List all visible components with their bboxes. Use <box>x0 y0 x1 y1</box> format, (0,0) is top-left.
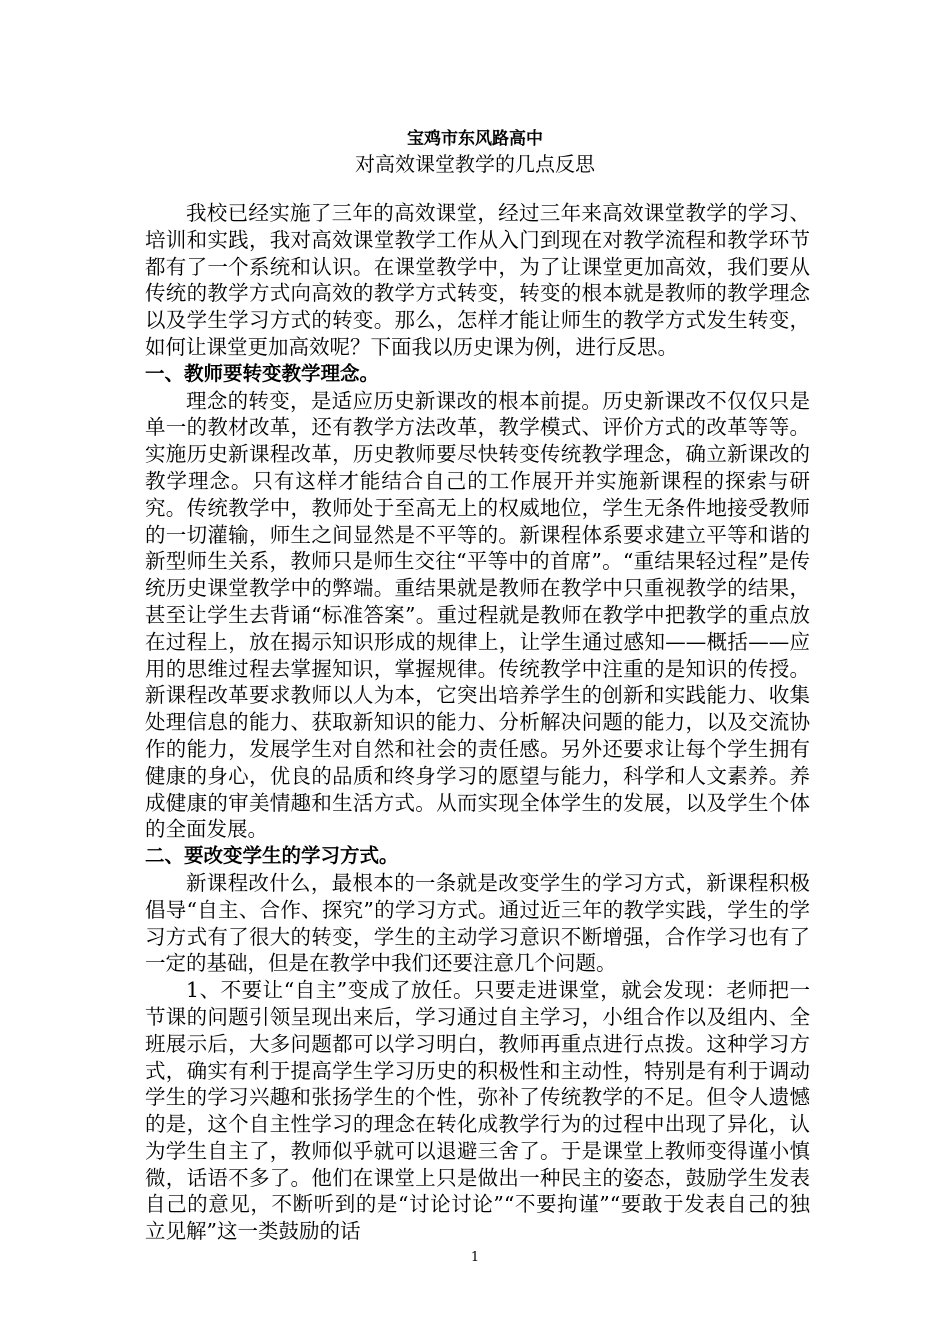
section-2-heading: 二、要改变学生的学习方式。 <box>145 844 399 868</box>
school-name: 宝鸡市东风路高中 <box>407 129 543 149</box>
document-body <box>145 200 810 1245</box>
point-1-paragraph: 1、不要让“自主”变成了放任。只要走进课堂，就会发现：老师把一节课的问题引领呈现出来后，学习通过自主学习，小组合作以及组内、全班展示后，大多问题都可以学习明白，教师再重点进行点拨。这种学习方式，确实有利于提高学生学习历史的积极性和主动性，特别是有利于调动学生的学习兴趣和张扬学生的个性，弥补了传统教学的不足。但令人遗憾的是，这个自主性学习的理念在转化成教学行为的过程中出现了异化，认为学生自主了，教师似乎就可以退避三舍了。于是课堂上教师变得谨小慎微，话语不多了。他们在课堂上只是做出一种民主的姿态，鼓励学生发表自己的意见，不断听到的是“讨论讨论”“不要拘谨”“要敢于发表自己的独立见解”这一类鼓励的话 <box>145 978 810 1244</box>
page-number: 1 <box>470 1250 480 1265</box>
section-2-paragraph: 新课程改什么，最根本的一条就是改变学生的学习方式，新课程积极倡导“自主、合作、探究”的学习方式。通过近三年的教学实践，学生的学习方式有了很大的转变，学生的主动学习意识不断增强，合作学习也有了一定的基础，但是在教学中我们还要注意几个问题。 <box>145 870 810 976</box>
document-title: 对高效课堂教学的几点反思 <box>355 152 595 176</box>
section-1-heading: 一、教师要转变教学理念。 <box>145 361 380 385</box>
section-1-paragraph: 理念的转变，是适应历史新课改的根本前提。历史新课改不仅仅只是单一的教材改革，还有教学方法改革，教学模式、评价方式的改革等等。实施历史新课程改革，历史教师要尽快转变传统教学理念，确立新课改的教学理念。只有这样才能结合自己的工作展开并实施新课程的探索与研究。传统教学中，教师处于至高无上的权威地位，学生无条件地接受教师的一切灌输，师生之间显然是不平等的。新课程体系要求建立平等和谐的新型师生关系，教师只是师生交往“平等中的首席”。“重结果轻过程”是传统历史课堂教学中的弊端。重结果就是教师在教学中只重视教学的结果，甚至让学生去背诵“标准答案”。重过程就是教师在教学中把教学的重点放在过程上，放在揭示知识形成的规律上，让学生通过感知——概括——应用的思维过程去掌握知识，掌握规律。传统教学中注重的是知识的传授。新课程改革要求教师以人为本，它突出培养学生的创新和实践能力、收集处理信息的能力、获取新知识的能力、分析解决问题的能力，以及交流协作的能力，发展学生对自然和社会的责任感。另外还要求让每个学生拥有健康的身心，优良的品质和终身学习的愿望与能力，科学和人文素养。养成健康的审美情趣和生活方式。从而实现全体学生的发展，以及学生个体的全面发展。 <box>145 388 810 842</box>
intro-paragraph: 我校已经实施了三年的高效课堂，经过三年来高效课堂教学的学习、培训和实践，我对高效课堂教学工作从入门到现在对教学流程和教学环节都有了一个系统和认识。在课堂教学中，为了让课堂更加高效，我们要从传统的教学方式向高效的教学方式转变，转变的根本就是教师的教学理念以及学生学习方式的转变。那么，怎样才能让师生的教学方式发生转变，如何让课堂更加高效呢？下面我以历史课为例，进行反思。 <box>145 201 810 359</box>
